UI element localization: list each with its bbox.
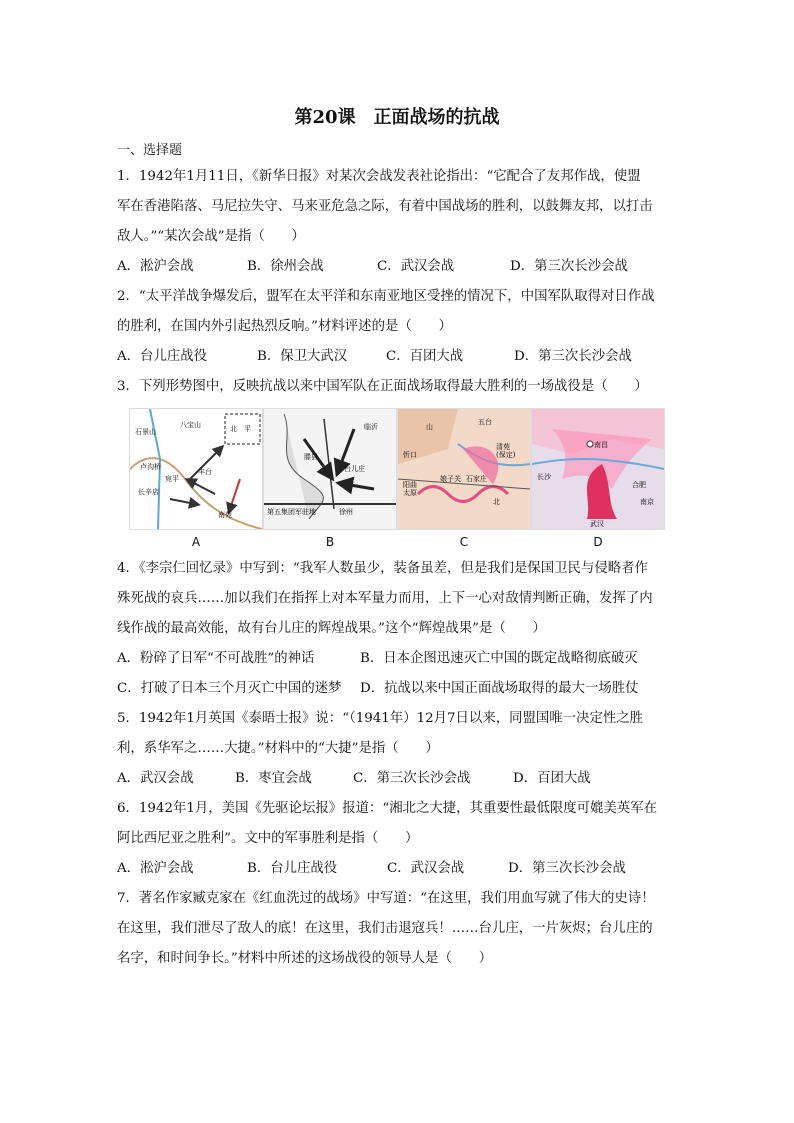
map-b-label-4: 第五集团军驻地 (267, 508, 316, 516)
map-a-label-4: 丰台 (198, 468, 212, 476)
question-5 (117, 704, 677, 794)
question-6-options (117, 854, 677, 884)
map-a-label-1: 石景山 (135, 428, 156, 436)
option-d[interactable]: D．第三次长沙会战 (510, 259, 628, 274)
question-4-line-2: 殊死战的哀兵……加以我们在指挥上对本军量力而用，上下一心对敌情判断正确，发挥了内 (117, 591, 653, 606)
option-b[interactable]: B．保卫大武汉 (257, 349, 348, 364)
question-5-line-1: 5．1942年1月英国《泰晤士报》说：“（1941年）12月7日以来，同盟国唯一决定性之胜 (117, 711, 644, 726)
question-1-options (117, 252, 677, 282)
page-title: 第20课 正面战场的抗战 (294, 107, 500, 128)
map-d-label-5: 武汉 (590, 520, 604, 528)
map-c-label-4: 忻口 (403, 451, 417, 459)
question-6 (117, 794, 677, 884)
map-c-label-2: 清苑 (496, 443, 510, 451)
map-c-label-8: 石家庄 (466, 475, 487, 483)
question-2-line-2: 的胜利，在国内外引起热烈反响。”材料评述的是（ ） (117, 319, 452, 334)
map-c[interactable] (397, 408, 531, 554)
map-b[interactable] (263, 408, 397, 554)
question-7 (117, 884, 677, 974)
question-1-line-1: 1．1942年1月11日，《新华日报》对某次会战发表社论指出：“它配合了友邦作战，使盟 (117, 169, 641, 184)
map-a-label-5: 卢沟桥 (140, 463, 161, 471)
map-d[interactable] (531, 408, 665, 554)
option-d[interactable]: D．第三次长沙会战 (514, 349, 632, 364)
question-6-line-1: 6．1942年1月，美国《先驱论坛报》报道：“湘北之大捷，其重要性最低限度可媲美英军在 (117, 801, 658, 816)
question-5-line-2: 利，系华军之……大捷。”材料中的“大捷”是指（ ） (117, 741, 439, 756)
option-b[interactable]: B．台儿庄战役 (247, 861, 338, 876)
option-a[interactable]: A．粉碎了日军“不可战胜”的神话 (117, 651, 315, 666)
map-b-label-1: 临沂 (364, 423, 378, 431)
option-a[interactable]: A．武汉会战 (117, 771, 194, 786)
question-4 (117, 554, 677, 704)
question-3-line-1: 3．下列形势图中，反映抗战以来中国军队在正面战场取得最大胜利的一场战役是（ ） (117, 379, 648, 394)
question-4-options-row-2 (117, 674, 677, 704)
map-c-label-10: 五台 (478, 418, 492, 426)
map-a-label-8: 南苑 (218, 511, 232, 519)
question-6-line-2: 阿比西尼亚之胜利”。文中的军事胜利是指（ ） (117, 831, 419, 846)
map-c-caption: C (459, 535, 469, 549)
question-1-line-3: 敌人。”“某次会战”是指（ ） (117, 229, 305, 244)
option-c[interactable]: C．打破了日本三个月灭亡中国的迷梦 (117, 681, 342, 696)
question-1 (117, 162, 677, 282)
map-d-caption: D (593, 535, 603, 549)
option-d[interactable]: D．抗战以来中国正面战场取得的最大一场胜仗 (360, 681, 639, 696)
map-a-caption: A (191, 535, 201, 549)
map-b-image (264, 409, 396, 529)
question-2-line-1: 2．“太平洋战争爆发后，盟军在太平洋和东南亚地区受挫的情况下，中国军队取得对日作战 (117, 289, 655, 304)
map-d-image (532, 409, 664, 529)
map-b-label-2: 滕县 (304, 453, 318, 461)
option-d[interactable]: D．第三次长沙会战 (508, 861, 626, 876)
option-c[interactable]: C．第三次长沙会战 (353, 771, 471, 786)
question-3 (117, 372, 677, 554)
map-a-label-7: 长辛店 (138, 488, 159, 496)
map-c-image (398, 409, 530, 529)
map-d-label-1: 南昌 (594, 441, 608, 449)
map-c-label-9: 北 (493, 498, 500, 506)
question-5-options (117, 764, 677, 794)
option-b[interactable]: B．枣宜会战 (235, 771, 312, 786)
option-b[interactable]: B．日本企图迅速灭亡中国的既定战略彻底破灭 (360, 651, 638, 666)
map-a-label-2: 八宝山 (180, 421, 201, 429)
section-heading: 一、选择题 (117, 143, 183, 158)
map-a-image (130, 409, 262, 529)
worksheet-page (117, 100, 677, 974)
question-7-line-1: 7．著名作家臧克家在《红血洗过的战场》中写道：“在这里，我们用血写就了伟大的史诗！ (117, 891, 655, 906)
map-c-label-5: 阳曲 (403, 481, 417, 489)
map-b-caption: B (325, 535, 335, 549)
question-1-line-2: 军在香港陷落、马尼拉失守、马来亚危急之际，有着中国战场的胜利，以鼓舞友邦，以打击 (117, 199, 653, 214)
map-options (129, 408, 664, 554)
option-b[interactable]: B．徐州会战 (247, 259, 324, 274)
question-7-line-2: 在这里，我们泄尽了敌人的底！在这里，我们击退寇兵！……台儿庄，一片灰烬；台儿庄的 (117, 921, 653, 936)
question-4-line-1: 4．《李宗仁回忆录》中写到：“我军人数虽少，装备虽差，但是我们是保国卫民与侵略者作 (117, 561, 648, 576)
map-a[interactable] (129, 408, 263, 554)
map-d-label-3: 南京 (640, 498, 654, 506)
option-c[interactable]: C．武汉会战 (387, 861, 465, 876)
option-a[interactable]: A．淞沪会战 (117, 861, 194, 876)
map-d-label-4: 合肥 (632, 481, 646, 489)
option-a[interactable]: A．台儿庄战役 (117, 349, 208, 364)
map-c-label-7: 娘子关 (440, 475, 461, 483)
map-a-label-6: 宛平 (165, 475, 179, 483)
option-c[interactable]: C．百团大战 (386, 349, 464, 364)
map-a-label-3: 北 平 (230, 425, 251, 433)
map-c-label-6: 太原 (403, 489, 417, 497)
map-b-label-5: 徐州 (339, 508, 353, 516)
map-c-label-3: (保定) (496, 451, 516, 459)
question-4-line-3: 线作战的最高效能，故有台儿庄的辉煌战果。”这个“辉煌战果”是（ ） (117, 621, 546, 636)
question-2 (117, 282, 677, 372)
question-4-options-row-1 (117, 644, 677, 674)
map-d-label-2: 长沙 (537, 473, 551, 481)
question-2-options (117, 342, 677, 372)
map-b-label-3: 台儿庄 (344, 465, 365, 473)
map-c-label-1: 山 (426, 423, 433, 431)
option-a[interactable]: A．淞沪会战 (117, 259, 194, 274)
option-d[interactable]: D．百团大战 (513, 771, 591, 786)
option-c[interactable]: C．武汉会战 (377, 259, 455, 274)
question-7-line-3: 名字，和时间争长。”材料中所述的这场战役的领导人是（ ） (117, 951, 493, 966)
